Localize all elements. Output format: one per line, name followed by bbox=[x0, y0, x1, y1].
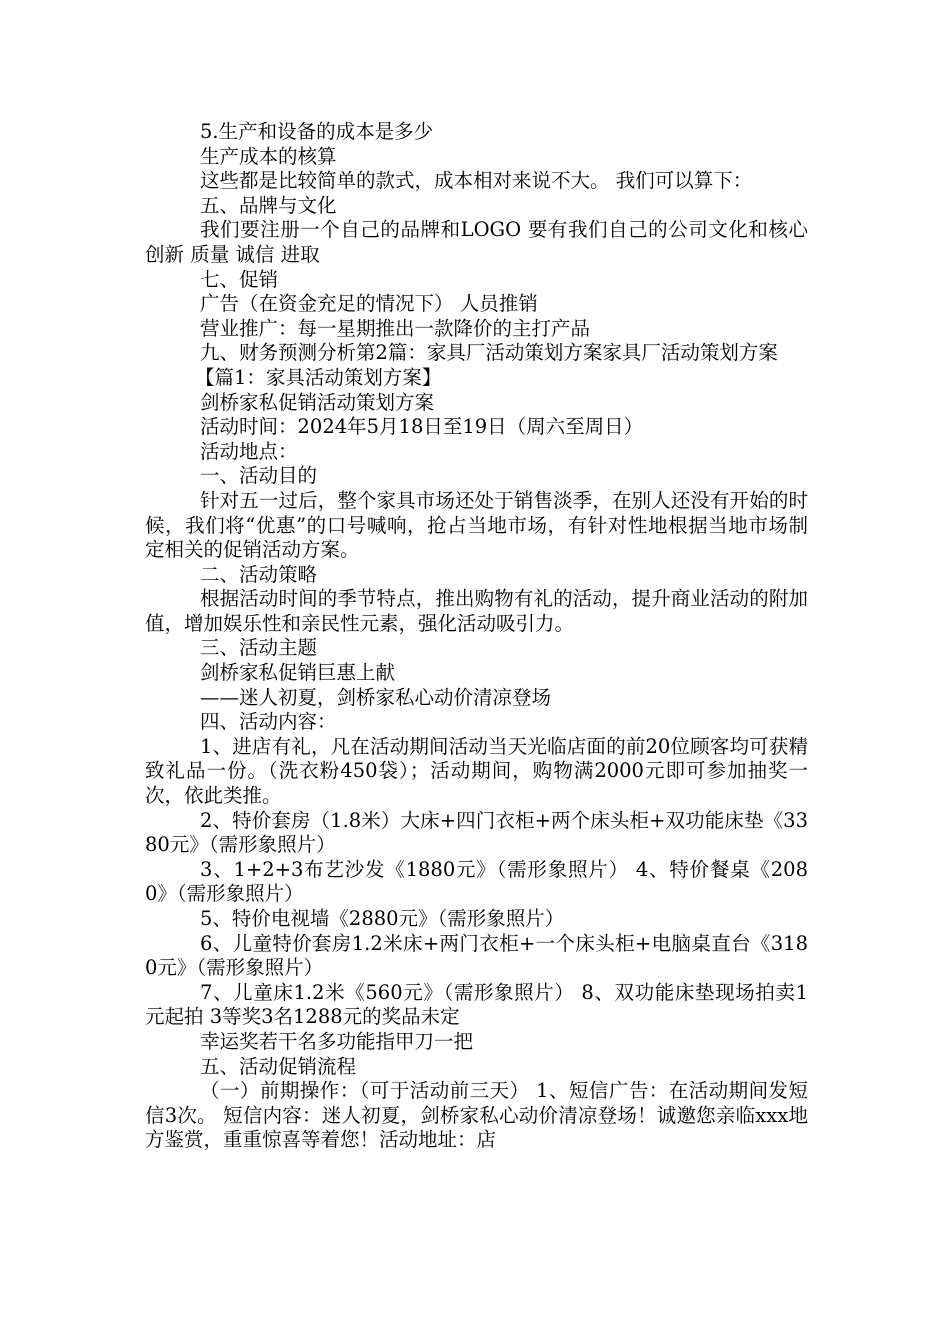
paragraph-content-item-2: 2、特价套房（1.8米）大床+四门衣柜+两个床头柜+双功能床垫《3380元》（需形象照片） bbox=[145, 808, 808, 857]
paragraph-theme-main: 剑桥家私促销巨惠上献 bbox=[200, 661, 396, 685]
paragraph-financial-forecast: 九、财务预测分析第2篇：家具厂活动策划方案家具厂活动策划方案 bbox=[200, 341, 778, 365]
paragraph-event-location: 活动地点： bbox=[200, 439, 298, 463]
paragraph-lucky-prize: 幸运奖若干名多功能指甲刀一把 bbox=[200, 1029, 474, 1053]
paragraph-event-time: 活动时间：2024年5月18日至19日（周六至周日） bbox=[200, 415, 644, 439]
heading-promotion-process: 五、活动促销流程 bbox=[200, 1054, 357, 1078]
paragraph-sales-promotion: 营业推广：每一星期推出一款降价的主打产品 bbox=[200, 316, 591, 340]
heading-event-purpose: 一、活动目的 bbox=[200, 464, 318, 488]
paragraph-cost-question: 5.生产和设备的成本是多少 bbox=[200, 120, 434, 143]
paragraph-advertising: 广告（在资金充足的情况下） 人员推销 bbox=[200, 292, 538, 316]
heading-plan-title: 剑桥家私促销活动策划方案 bbox=[200, 390, 435, 414]
paragraph-content-item-5: 5、特价电视墙《2880元》（需形象照片） bbox=[200, 907, 565, 930]
paragraph-content-item-3: 3、1+2+3布艺沙发《1880元》（需形象照片） 4、特价餐桌《2080》（需形象照片） bbox=[145, 857, 808, 906]
paragraph-content-item-1: 1、进店有礼，凡在活动期间活动当天光临店面的前20位顾客均可获精致礼品一份。（洗衣粉450袋）；活动期间，购物满2000元即可参加抽奖一次，依此类推。 bbox=[145, 734, 808, 808]
paragraph-theme-sub: ——迷人初夏，剑桥家私心动价清凉登场 bbox=[200, 685, 552, 709]
heading-promotion: 七、促销 bbox=[200, 267, 279, 291]
heading-article-1: 【篇1：家具活动策划方案】 bbox=[195, 365, 442, 389]
paragraph-register-brand: 我们要注册一个自己的品牌和LOGO 要有我们自己的公司文化和核心 创新 质量 诚信 进取 bbox=[145, 218, 808, 266]
heading-event-content: 四、活动内容： bbox=[200, 710, 337, 734]
paragraph-event-strategy: 根据活动时间的季节特点，推出购物有礼的活动，提升商业活动的附加值，增加娱乐性和亲民性元素，强化活动吸引力。 bbox=[145, 587, 808, 635]
paragraph-content-item-6: 6、儿童特价套房1.2米床+两门衣柜+一个床头柜+电脑桌直台《3180元》（需形象照片） bbox=[145, 931, 808, 980]
paragraph-simple-styles: 这些都是比较简单的款式，成本相对来说不大。 我们可以算下： bbox=[200, 169, 753, 193]
heading-event-strategy: 二、活动策略 bbox=[200, 562, 318, 586]
document-page bbox=[145, 120, 808, 1153]
paragraph-content-item-7: 7、儿童床1.2米《560元》（需形象照片） 8、双功能床垫现场拍卖1元起拍 3等奖3名1288元的奖品未定 bbox=[145, 980, 808, 1029]
heading-brand-culture: 五、品牌与文化 bbox=[200, 193, 337, 217]
paragraph-cost-accounting: 生产成本的核算 bbox=[200, 144, 337, 168]
paragraph-event-purpose: 针对五一过后，整个家具市场还处于销售淡季，在别人还没有开始的时候，我们将“优惠”的口号喊响，抢占当地市场，有针对性地根据当地市场制定相关的促销活动方案。 bbox=[145, 488, 808, 562]
heading-event-theme: 三、活动主题 bbox=[200, 636, 318, 660]
paragraph-pre-operation: （一）前期操作：（可于活动前三天） 1、短信广告：在活动期间发短信3次。 短信内容：迷人初夏，剑桥家私心动价清凉登场！诚邀您亲临xxx地方鉴赏，重重惊喜等着您！活动地址：店 bbox=[145, 1079, 808, 1152]
